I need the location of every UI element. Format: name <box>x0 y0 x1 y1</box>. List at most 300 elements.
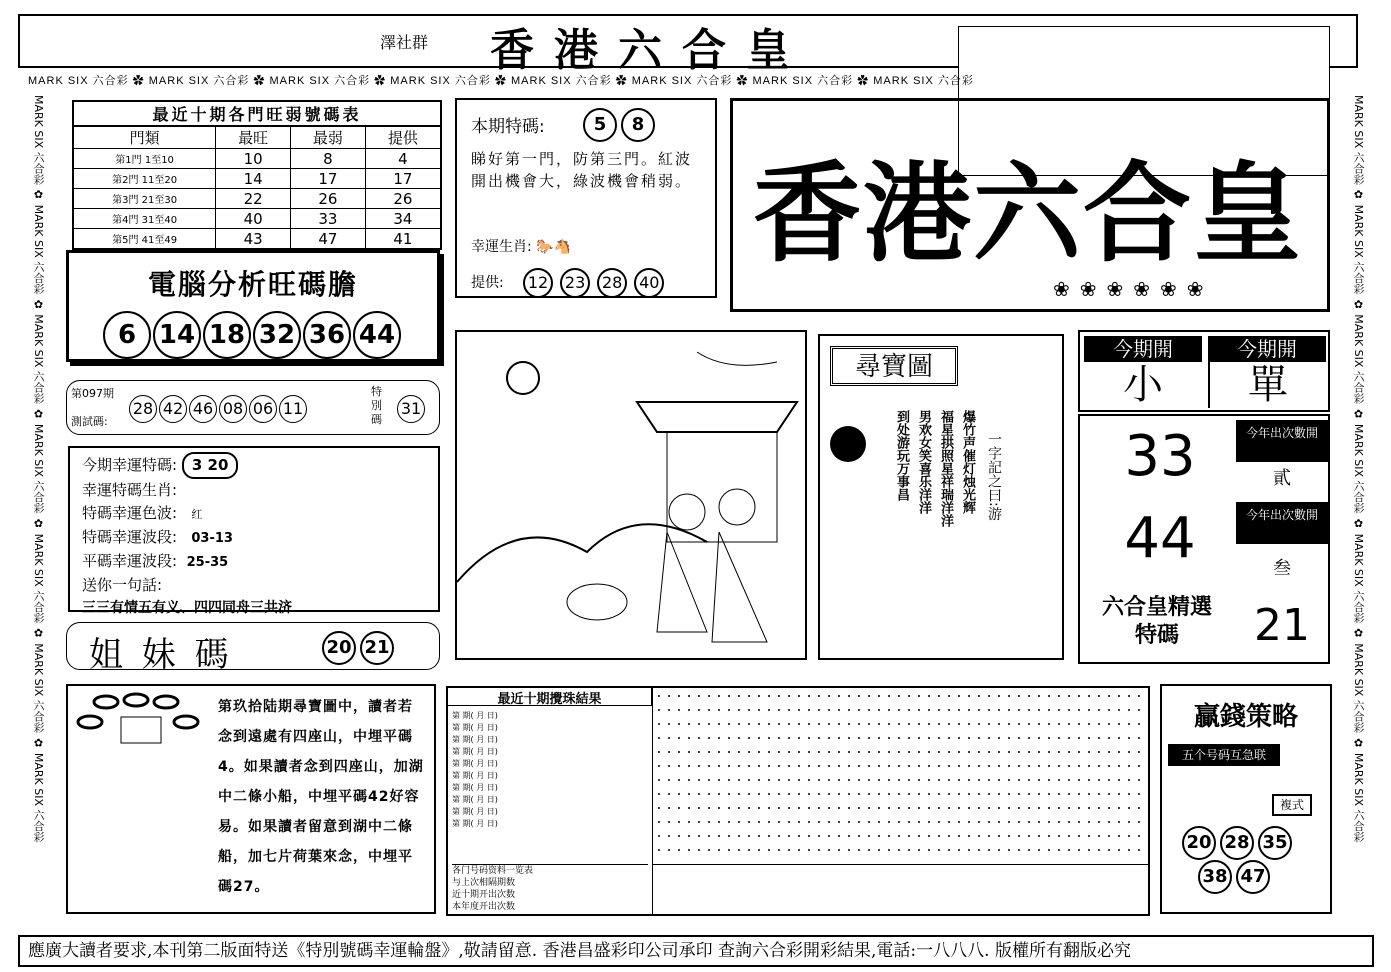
grid-dot <box>898 793 900 795</box>
grid-dot <box>728 849 730 851</box>
grid-dot <box>1018 821 1020 823</box>
grid-dot <box>818 695 820 697</box>
grid-dot <box>968 793 970 795</box>
grid-dot <box>928 737 930 739</box>
grid-dot <box>798 849 800 851</box>
grid-dot <box>1028 821 1030 823</box>
special-code-label: 本期特碼: <box>471 117 545 137</box>
grid-dot <box>658 709 660 711</box>
grid-dot <box>1128 765 1130 767</box>
grid-dot <box>948 793 950 795</box>
grid-dot <box>908 737 910 739</box>
strategy-title: 贏錢策略 <box>1193 702 1298 732</box>
grid-dot <box>978 723 980 725</box>
grid-dot <box>958 709 960 711</box>
grid-dot <box>838 765 840 767</box>
grid-dot <box>888 793 890 795</box>
grid-dot <box>1048 793 1050 795</box>
grid-dot <box>948 779 950 781</box>
grid-dot <box>868 695 870 697</box>
grid-dot <box>1088 793 1090 795</box>
grid-dot <box>888 821 890 823</box>
grid-dot <box>658 737 660 739</box>
number-ball: 36 <box>303 311 351 359</box>
grid-dot <box>988 807 990 809</box>
grid-dot <box>968 807 970 809</box>
grid-dot <box>858 751 860 753</box>
grid-dot <box>848 807 850 809</box>
grid-dot <box>918 835 920 837</box>
grid-dot <box>868 779 870 781</box>
number-ball: 8 <box>621 108 655 142</box>
grid-dot <box>748 723 750 725</box>
treasure-side-text: 一字記之曰:游 <box>986 432 1002 521</box>
grid-dot <box>738 737 740 739</box>
grid-dot <box>788 765 790 767</box>
grid-dot <box>738 849 740 851</box>
select-label: 六合皇精選特碼 <box>1102 595 1213 648</box>
grid-dot <box>668 737 670 739</box>
grid-dot <box>878 849 880 851</box>
grid-dot <box>788 779 790 781</box>
grid-dot <box>758 821 760 823</box>
grid-dot <box>828 793 830 795</box>
grid-dot <box>658 751 660 753</box>
grid-dot <box>1018 779 1020 781</box>
grid-dot <box>808 737 810 739</box>
grid-dot <box>858 807 860 809</box>
grid-dot <box>858 765 860 767</box>
grid-dot <box>918 807 920 809</box>
grid-dot <box>958 821 960 823</box>
grid-dot <box>1108 779 1110 781</box>
grid-dot <box>1058 793 1060 795</box>
grid-dot <box>1068 793 1070 795</box>
grid-dot <box>968 695 970 697</box>
grid-dot <box>1138 849 1140 851</box>
grid-dot <box>948 723 950 725</box>
provide-balls <box>523 268 666 298</box>
grid-dot <box>708 709 710 711</box>
grid-dot <box>1088 723 1090 725</box>
grid-dot <box>868 835 870 837</box>
grid-dot <box>698 821 700 823</box>
grid-dot <box>828 821 830 823</box>
grid-dot <box>1098 695 1100 697</box>
grid-dot <box>888 765 890 767</box>
grid-dot <box>1008 737 1010 739</box>
grid-dot <box>688 737 690 739</box>
grid-dot <box>788 723 790 725</box>
grid-dot <box>1108 793 1110 795</box>
test-code-box <box>66 380 440 435</box>
grid-dot <box>958 793 960 795</box>
grid-dot <box>1028 751 1030 753</box>
grid-dot <box>1068 835 1070 837</box>
grid-dot <box>818 807 820 809</box>
grid-dot <box>928 695 930 697</box>
grid-dot <box>698 751 700 753</box>
grid-dot <box>758 751 760 753</box>
grid-dot <box>988 835 990 837</box>
grid-dot <box>758 807 760 809</box>
special-code-box <box>455 98 717 298</box>
grid-dot <box>888 835 890 837</box>
grid-dot <box>1068 765 1070 767</box>
grid-dot <box>688 709 690 711</box>
grid-dot <box>808 751 810 753</box>
grid-dot <box>668 709 670 711</box>
grid-dot <box>778 849 780 851</box>
grid-dot <box>1028 695 1030 697</box>
grid-dot <box>698 709 700 711</box>
grid-dot <box>748 751 750 753</box>
flower-icon: ❀❀❀❀❀❀ <box>1053 277 1214 301</box>
grid-dot <box>658 793 660 795</box>
grid-dot <box>1128 723 1130 725</box>
grid-dot <box>1038 709 1040 711</box>
number-ball: 12 <box>523 268 553 298</box>
grid-dot <box>1008 835 1010 837</box>
grid-dot <box>928 807 930 809</box>
grid-dot <box>878 779 880 781</box>
grid-dot <box>1108 821 1110 823</box>
grid-dot <box>1028 779 1030 781</box>
grid-dot <box>1088 751 1090 753</box>
col-header: 最旺 <box>216 126 291 149</box>
col-header: 提供 <box>365 126 441 149</box>
grid-dot <box>908 695 910 697</box>
grid-dot <box>1118 793 1120 795</box>
grid-dot <box>998 751 1000 753</box>
grid-dot <box>658 821 660 823</box>
grid-dot <box>968 751 970 753</box>
grid-dot <box>818 737 820 739</box>
grid-dot <box>888 723 890 725</box>
grid-dot <box>1128 751 1130 753</box>
grid-dot <box>928 835 930 837</box>
grid-dot <box>1088 821 1090 823</box>
grid-dot <box>838 709 840 711</box>
open-header-left: 今期開 <box>1084 336 1202 362</box>
grid-dot <box>948 737 950 739</box>
grid-dot <box>658 695 660 697</box>
grid-dot <box>928 821 930 823</box>
grid-dot <box>1058 723 1060 725</box>
grid-dot <box>1038 737 1040 739</box>
grid-dot <box>758 709 760 711</box>
results-title: 最近十期攪珠結果 <box>448 688 652 706</box>
strategy-box <box>1160 684 1332 914</box>
grid-dot <box>928 723 930 725</box>
grid-dot <box>858 709 860 711</box>
grid-dot <box>718 793 720 795</box>
grid-dot <box>698 779 700 781</box>
grid-dot <box>908 723 910 725</box>
grid-dot <box>888 779 890 781</box>
grid-dot <box>678 709 680 711</box>
grid-dot <box>1118 807 1120 809</box>
grid-dot <box>918 779 920 781</box>
grid-dot <box>738 807 740 809</box>
grid-dot <box>768 737 770 739</box>
grid-dot <box>868 709 870 711</box>
grid-dot <box>848 723 850 725</box>
grid-dot <box>908 765 910 767</box>
grid-dot <box>738 723 740 725</box>
provide-row: 提供: <box>471 275 504 291</box>
grid-dot <box>1088 779 1090 781</box>
grid-dot <box>858 779 860 781</box>
grid-dot <box>978 709 980 711</box>
computer-numbers <box>69 311 437 359</box>
grid-dot <box>798 751 800 753</box>
grid-dot <box>788 849 790 851</box>
special-ball-wrap <box>397 395 427 423</box>
grid-dot <box>998 779 1000 781</box>
grid-dot <box>878 723 880 725</box>
grid-dot <box>1138 695 1140 697</box>
grid-dot <box>1078 821 1080 823</box>
grid-dot <box>858 821 860 823</box>
grid-dot <box>748 821 750 823</box>
grid-dot <box>1048 765 1050 767</box>
grid-dot <box>1078 779 1080 781</box>
grid-dot <box>848 751 850 753</box>
lucky-special-pill: 3 20 <box>182 452 239 479</box>
grid-dot <box>1028 709 1030 711</box>
grid-dot <box>748 793 750 795</box>
grid-dot <box>678 695 680 697</box>
grid-dot <box>958 779 960 781</box>
grid-dot <box>848 821 850 823</box>
publisher-label: 澤社群 <box>380 33 429 52</box>
grid-dot <box>678 751 680 753</box>
lucky-saying: 三三有情五有义、四四同舟三共济 <box>82 600 292 616</box>
grid-dot <box>1038 807 1040 809</box>
grid-dot <box>988 695 990 697</box>
grid-dot <box>1098 779 1100 781</box>
number-ball: 42 <box>159 395 187 423</box>
grid-dot <box>1118 709 1120 711</box>
grid-dot <box>888 849 890 851</box>
big-title: 香港六合皇 <box>753 151 1304 277</box>
grid-dot <box>868 723 870 725</box>
grid-dot <box>858 737 860 739</box>
results-row-labels: 第 期( 月 日) 第 期( 月 日) 第 期( 月 日) 第 期( 月 日) 第 期( 月 日) 第 期( 月 日) 第 期( 月 日) 第 期( 月 日) 第 期( 月 日) 第 期( 月 日) <box>452 711 498 828</box>
grid-dot <box>838 737 840 739</box>
grid-dot <box>828 765 830 767</box>
grid-dot <box>748 835 750 837</box>
brand-strip-right: MARK SIX 六合彩 ✿ MARK SIX 六合彩 ✿ MARK SIX 六合彩 ✿ MARK SIX 六合彩 ✿ MARK SIX 六合彩 ✿ MARK SIX 六合彩 ✿ MARK SIX 六合彩 <box>1352 95 1365 843</box>
grid-dot <box>828 751 830 753</box>
number-ball: 28 <box>129 395 157 423</box>
grid-dot <box>1098 723 1100 725</box>
grid-dot <box>1128 695 1130 697</box>
grid-dot <box>848 765 850 767</box>
grid-dot <box>1078 849 1080 851</box>
grid-dot <box>938 765 940 767</box>
grid-dot <box>1108 695 1110 697</box>
number-ball: 40 <box>634 268 664 298</box>
grid-dot <box>1088 737 1090 739</box>
count-value-1: 貳 <box>1273 468 1291 489</box>
grid-dot <box>1048 751 1050 753</box>
grid-dot <box>958 737 960 739</box>
grid-dot <box>868 737 870 739</box>
test-label: 測試碼: <box>71 415 108 428</box>
grid-dot <box>828 723 830 725</box>
grid-dot <box>788 793 790 795</box>
grid-dot <box>748 849 750 851</box>
grid-dot <box>788 821 790 823</box>
grid-dot <box>1048 695 1050 697</box>
grid-dot <box>998 835 1000 837</box>
grid-dot <box>1098 709 1100 711</box>
grid-dot <box>938 779 940 781</box>
grid-dot <box>688 723 690 725</box>
grid-dot <box>1028 723 1030 725</box>
lucky-zodiac-row: 幸運生肖: 🐎🐴 <box>471 239 572 255</box>
grid-dot <box>808 709 810 711</box>
count-tag-2: 今年出次數開 <box>1236 502 1328 544</box>
grid-dot <box>938 709 940 711</box>
grid-dot <box>828 835 830 837</box>
grid-dot <box>1028 793 1030 795</box>
grid-dot <box>748 737 750 739</box>
grid-dot <box>828 695 830 697</box>
grid-dot <box>708 793 710 795</box>
grid-dot <box>678 835 680 837</box>
grid-dot <box>948 835 950 837</box>
grid-dot <box>698 807 700 809</box>
grid-dot <box>708 723 710 725</box>
grid-dot <box>688 695 690 697</box>
grid-dot <box>938 807 940 809</box>
number-ball: 5 <box>583 108 617 142</box>
grid-dot <box>768 765 770 767</box>
grid-dot <box>938 835 940 837</box>
grid-dot <box>768 793 770 795</box>
grid-dot <box>988 709 990 711</box>
issue-number: 第097期 <box>71 387 114 400</box>
grid-dot <box>718 737 720 739</box>
grid-dot <box>668 765 670 767</box>
grid-dot <box>938 849 940 851</box>
grid-dot <box>778 765 780 767</box>
grid-dot <box>928 751 930 753</box>
grid-dot <box>688 849 690 851</box>
number-ball: 18 <box>203 311 251 359</box>
grid-dot <box>978 779 980 781</box>
grid-dot <box>1108 765 1110 767</box>
grid-dot <box>848 709 850 711</box>
grid-dot <box>988 849 990 851</box>
grid-dot <box>828 737 830 739</box>
grid-dot <box>918 737 920 739</box>
number-ball: 46 <box>189 395 217 423</box>
grid-dot <box>928 779 930 781</box>
grid-dot <box>778 835 780 837</box>
grid-dot <box>808 695 810 697</box>
grid-dot <box>778 751 780 753</box>
grid-dot <box>698 765 700 767</box>
grid-dot <box>1128 835 1130 837</box>
grid-dot <box>718 821 720 823</box>
open-header-right: 今期開 <box>1208 336 1326 362</box>
grid-dot <box>1038 765 1040 767</box>
grid-dot <box>898 807 900 809</box>
grid-dot <box>898 765 900 767</box>
number-ball: 06 <box>249 395 277 423</box>
grid-dot <box>928 849 930 851</box>
grid-dot <box>1058 765 1060 767</box>
grid-dot <box>1018 835 1020 837</box>
grid-dot <box>1058 807 1060 809</box>
grid-dot <box>758 737 760 739</box>
grid-dot <box>1068 849 1070 851</box>
grid-dot <box>1138 793 1140 795</box>
grid-dot <box>988 765 990 767</box>
grid-dot <box>998 695 1000 697</box>
grid-dot <box>968 765 970 767</box>
grid-dot <box>978 849 980 851</box>
grid-dot <box>688 779 690 781</box>
grid-dot <box>838 793 840 795</box>
grid-dot <box>688 807 690 809</box>
grid-dot <box>1078 807 1080 809</box>
grid-dot <box>1058 849 1060 851</box>
grid-dot <box>838 779 840 781</box>
treasure-title: 尋寶圖 <box>830 346 958 386</box>
grid-dot <box>958 835 960 837</box>
grid-dot <box>768 835 770 837</box>
grid-dot <box>658 835 660 837</box>
grid-dot <box>808 765 810 767</box>
grid-dot <box>1068 807 1070 809</box>
grid-dot <box>958 751 960 753</box>
grid-dot <box>1038 821 1040 823</box>
grid-dot <box>708 821 710 823</box>
grid-dot <box>708 695 710 697</box>
grid-dot <box>838 723 840 725</box>
horse-icon: 🐎🐴 <box>536 239 572 255</box>
grid-dot <box>1068 821 1070 823</box>
grid-dot <box>918 709 920 711</box>
grid-dot <box>778 723 780 725</box>
grid-dot <box>1048 835 1050 837</box>
grid-dot <box>1138 807 1140 809</box>
grid-dot <box>668 751 670 753</box>
grid-dot <box>928 793 930 795</box>
grid-dot <box>1108 723 1110 725</box>
grid-dot <box>768 849 770 851</box>
grid-dot <box>858 695 860 697</box>
grid-dot <box>718 835 720 837</box>
grid-dot <box>808 835 810 837</box>
grid-dot <box>988 723 990 725</box>
grid-dot <box>778 695 780 697</box>
grid-dot <box>818 793 820 795</box>
grid-dot <box>838 807 840 809</box>
grid-dot <box>768 821 770 823</box>
grid-dot <box>1128 737 1130 739</box>
grid-dot <box>728 737 730 739</box>
grid-dot <box>1078 765 1080 767</box>
grid-dot <box>738 793 740 795</box>
grid-dot <box>1138 779 1140 781</box>
grid-dot <box>1038 849 1040 851</box>
